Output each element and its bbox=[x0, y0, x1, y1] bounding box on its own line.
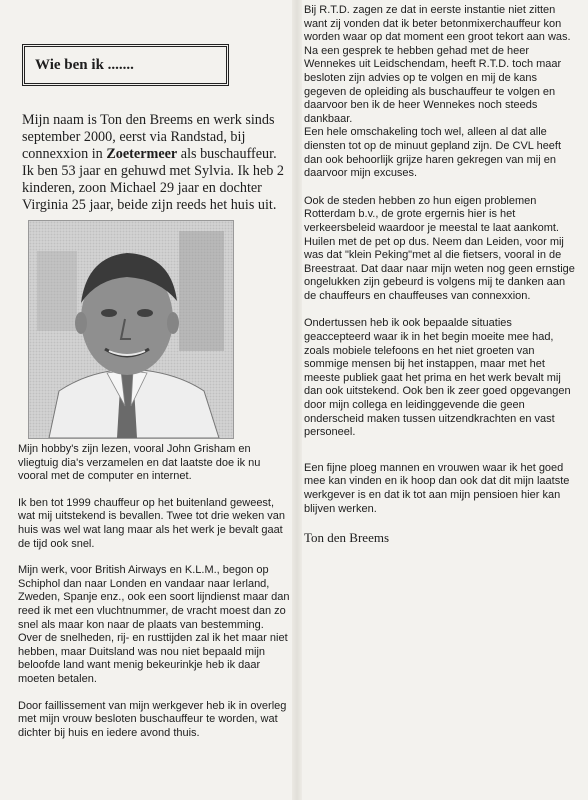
page-fold bbox=[292, 0, 302, 800]
signature: Ton den Breems bbox=[304, 530, 390, 546]
intro-city: Zoetermeer bbox=[106, 146, 178, 162]
paragraph: Ondertussen heb ik ook bepaalde situaties geaccepteerd waar ik in het begin moeite mee had, zoals mobiele telefoons en het niet groeten van sommige mensen bij het instappen, maar met het meeste publiek gaat het prima en het werk bevalt mij dan ook uitstekend. Ook ben ik zeer goed opgevangen door mijn collega en leidinggevende die geen onderscheid maken tussen uitzendkrachten en vast personeel. bbox=[304, 317, 571, 439]
article-title: Wie ben ik ....... bbox=[35, 56, 134, 73]
paragraph: Bij R.T.D. zagen ze dat in eerste instantie niet zitten want zij vonden dat ik beter betonmixerchauffeur kon worden waar op dat moment een groot tekort aan was. Na een gesprek te hebben gehad met de heer Wennekes uit Leidschendam, heeft R.T.D. toch maar besloten zijn advies op te volgen en mij de kans gegeven de opleiding als buschauffeur te volgen en daarvoor ben ik de heer Wennekes noch steeds dankbaar. Een hele omschakeling toch wel, alleen al dat alle diensten tot op de minuut gepland zijn. De CVL heeft dan ook behoorlijk grijze haren gekregen van mij en daarvoor mijn excuses. bbox=[304, 4, 571, 180]
paragraph: Mijn werk, voor British Airways en K.L.M., begon op Schiphol dan naar Londen en vandaar naar Ierland, Zweden, Spanje enz., ook een soort lijndienst maar dan reed ik met een vluchtnummer, de vracht moest dan zo snel als maar kon naar de plaats van bestemming. Over de snelheden, rij- en rusttijden zal ik het maar niet hebben, maar Duitsland was nou niet bepaald mijn beloofde land want menig bekeurinkje heb ik daar moeten betalen. bbox=[18, 564, 290, 685]
paragraph: Door faillissement van mijn werkgever heb ik in overleg met mijn vrouw besloten buschauffeur te worden, wat dichter bij huis en iedere avond thuis. bbox=[18, 699, 287, 739]
paragraph: Mijn hobby's zijn lezen, vooral John Grisham en vliegtuig dia's verzamelen en dat laatste doe ik nu vooral met de computer en internet. bbox=[18, 443, 261, 483]
title-box bbox=[22, 44, 229, 86]
left-body bbox=[18, 443, 290, 740]
portrait-image bbox=[29, 221, 233, 438]
intro-text-2: als buschauffeur. Ik ben 53 jaar en gehuwd met Sylvia. Ik heb 2 kinderen, zoon Michael 29 jaar en dochter Virginia 25 jaar, beide zijn reeds het huis uit. bbox=[22, 146, 285, 213]
portrait-photo bbox=[28, 220, 234, 439]
paragraph: Ik ben tot 1999 chauffeur op het buitenland geweest, wat mij uitstekend is bevallen. Twee tot drie weken van huis was wel wat lang maar als het werk je bevalt gaat de tijd ook snel. bbox=[18, 496, 285, 550]
intro-paragraph bbox=[22, 112, 290, 214]
paragraph: Een fijne ploeg mannen en vrouwen waar ik het goed mee kan vinden en ik hoop dan ook dat dit mijn laatste werkgever is en dat ik tot aan mijn pensioen hier kan blijven werken. bbox=[304, 461, 570, 515]
right-column bbox=[304, 4, 579, 546]
intro-text-1: Mijn naam is Ton den Breems en werk sinds september 2000, eerst via Randstad, bij connexxion in bbox=[22, 112, 275, 162]
paragraph: Ook de steden hebben zo hun eigen problemen Rotterdam b.v., de grote ergernis hier is het verkeersbeleid waardoor je meestal te laat aankomt. Huilen met de pet op dus. Neem dan Leiden, voor mij was dat "klein Peking"met al die fietsers, vooral in de Breestraat. Dat daar naar mijn weten nog geen ernstige ongelukken zijn gebeurd is volgens mij te danken aan de chauffeurs en chauffeuses van connexxion. bbox=[304, 194, 575, 302]
left-column bbox=[18, 44, 290, 753]
